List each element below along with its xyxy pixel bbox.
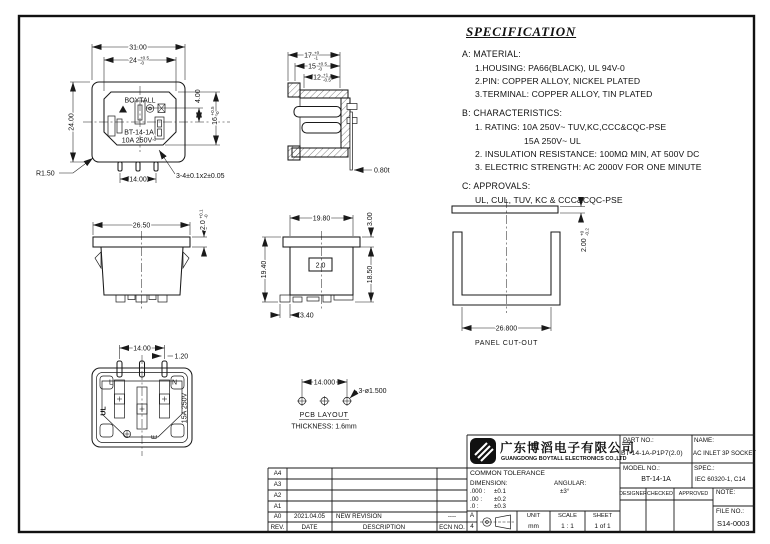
tolerance-row1-value: ±0.1 bbox=[494, 488, 506, 495]
company-name-en: GUANGDONG BOYTALL ELECTRONICS CO.,LTD bbox=[501, 456, 627, 462]
model-no-label: MODEL NO.: bbox=[623, 465, 660, 472]
svg-text:+0.1: +0.1 bbox=[198, 209, 204, 219]
dim-top-flange-width: 26.50 bbox=[132, 222, 151, 230]
model-no-value: BT-14-1A bbox=[641, 476, 671, 483]
svg-text:-0: -0 bbox=[140, 60, 145, 66]
company-logo bbox=[469, 437, 497, 465]
dim-top-flange-thickness: 2.0 bbox=[199, 220, 207, 230]
rev-row-description: NEW REVISION bbox=[336, 513, 382, 520]
svg-text:-0.5: -0.5 bbox=[323, 77, 331, 83]
dim-rear-pin-pitch: 14.00 bbox=[133, 345, 151, 353]
dim-front-face-height: 16 bbox=[211, 117, 219, 125]
tolerance-row2-value: ±0.2 bbox=[494, 495, 506, 503]
dim-front-corner-radius: R1.50 bbox=[36, 170, 55, 178]
spec-rating-1: 1. RATING: 10A 250V~ TUV,KC,CCC&CQC-PSE bbox=[475, 122, 667, 133]
svg-text:+1: +1 bbox=[323, 72, 329, 78]
tolerance-angular-value: ±3° bbox=[560, 488, 570, 495]
rev-header-date: DATE bbox=[301, 524, 318, 531]
sheet-value: 1 of 1 bbox=[594, 523, 611, 530]
file-no-value: S14-0003 bbox=[717, 519, 750, 528]
pcb-thickness: THICKNESS: 1.6mm bbox=[291, 423, 357, 431]
dim-section-depth: 17 bbox=[304, 52, 312, 60]
svg-text:-0: -0 bbox=[203, 214, 209, 219]
svg-text:-0: -0 bbox=[318, 66, 323, 72]
spec-material-2: 2.PIN: COPPER ALLOY, NICKEL PLATED bbox=[475, 76, 641, 87]
rev-header-rev: REV. bbox=[270, 524, 285, 531]
side-view bbox=[261, 212, 374, 319]
rev-header-ecn: ECN NO. bbox=[439, 524, 465, 531]
spec-value: IEC 60320-1, C14 bbox=[695, 476, 746, 483]
part-no-label: PART NO.: bbox=[623, 437, 654, 444]
dim-front-overall-width: 31.00 bbox=[129, 44, 147, 52]
spec-approvals-list: UL, CUL, TUV, KC & CCC&CQC-PSE bbox=[475, 194, 623, 205]
side-boxed-label: 2.0 bbox=[315, 262, 326, 270]
unit-value: mm bbox=[528, 523, 539, 530]
rear-view bbox=[92, 345, 192, 456]
spec-characteristics-heading: B: CHARACTERISTICS: bbox=[462, 108, 563, 119]
tolerance-row3-value: ±0.3 bbox=[494, 503, 506, 510]
dim-section-12: 12 bbox=[313, 74, 321, 82]
svg-text:+0: +0 bbox=[314, 50, 320, 56]
spec-material-1: 1.HOUSING: PA66(BLACK), UL 94V-0 bbox=[475, 63, 625, 73]
cert-triangle-icon bbox=[119, 106, 127, 113]
projection-symbol-icon bbox=[480, 515, 514, 529]
dim-side-height-total: 19.40 bbox=[260, 260, 268, 279]
rating-label: 10A 250V~ bbox=[121, 137, 157, 145]
rev-row-rev: A3 bbox=[273, 480, 282, 488]
front-view bbox=[36, 44, 230, 183]
svg-text:-1: -1 bbox=[314, 55, 319, 61]
dim-cutout-width: 26.800 bbox=[495, 325, 518, 333]
part-no-value: BT-14-1A-P1P7(2.0) bbox=[621, 450, 683, 457]
spec-insulation: 2. INSULATION RESISTANCE: 100MΩ MIN, AT 500V DC bbox=[475, 148, 700, 159]
name-label: NAME: bbox=[694, 437, 714, 444]
svg-text:-0.2: -0.2 bbox=[584, 228, 590, 236]
neutral-pin-label: N bbox=[171, 379, 178, 387]
scale-label: SCALE bbox=[557, 512, 578, 519]
rev-row-rev: A4 bbox=[273, 469, 282, 477]
cert-circle-icon bbox=[146, 105, 154, 113]
sheet-size-4: 4 bbox=[470, 523, 474, 530]
spec-rating-2: 15A 250V~ UL bbox=[524, 135, 581, 146]
svg-text:+0.5: +0.5 bbox=[210, 106, 215, 116]
dim-side-height-body: 18.50 bbox=[366, 265, 374, 284]
rev-row-date: 2021.04.05 bbox=[294, 513, 325, 520]
svg-text:+0: +0 bbox=[579, 230, 585, 236]
designer-label: DESIGNER bbox=[619, 491, 647, 497]
earth-pin-label: E bbox=[151, 434, 159, 440]
section-view bbox=[288, 50, 390, 174]
specification-section bbox=[462, 24, 754, 205]
name-value: AC INLET 3P SOCKET bbox=[693, 450, 757, 457]
rev-row-rev: A2 bbox=[273, 491, 282, 499]
dim-front-slot-offset: 4.00 bbox=[194, 89, 202, 103]
svg-text:+0.5: +0.5 bbox=[140, 55, 150, 61]
spec-approvals-heading: C: APPROVALS: bbox=[462, 180, 531, 191]
tolerance-row2-code: .00 : bbox=[470, 495, 483, 503]
tolerance-row1-code: .000 : bbox=[470, 488, 486, 495]
dim-section-15: 15 bbox=[308, 63, 316, 71]
sheet-size-a: A bbox=[469, 512, 475, 519]
spec-electric-strength: 3. ELECTRIC STRENGTH: AC 2000V FOR ONE MINUTE bbox=[475, 161, 702, 172]
model-label: BT-14-1A bbox=[124, 129, 154, 137]
dim-side-foot: 3.40 bbox=[300, 312, 314, 320]
brand-label: BOYTALL bbox=[124, 97, 156, 105]
pcb-caption: PCB LAYOUT bbox=[299, 412, 349, 419]
scale-value: 1 : 1 bbox=[561, 523, 574, 530]
svg-text:-0: -0 bbox=[215, 111, 221, 116]
rear-rating-label: 15A 250V bbox=[181, 392, 189, 424]
rev-row-rev: A0 bbox=[273, 513, 282, 520]
spec-label: SPEC.: bbox=[694, 465, 715, 472]
unit-label: UNIT bbox=[526, 512, 541, 519]
tolerance-dimension-label: DIMENSION: bbox=[470, 479, 508, 487]
dim-rear-pin-width: 1.20 bbox=[174, 353, 189, 361]
dim-front-overall-height: 24.00 bbox=[68, 113, 76, 131]
spec-material-heading: A: MATERIAL: bbox=[462, 49, 521, 59]
ul-mark: UL bbox=[100, 406, 108, 416]
panel-cutout-caption: PANEL CUT-OUT bbox=[474, 340, 539, 347]
sheet-label: SHEET bbox=[592, 512, 613, 519]
svg-text:+0.5: +0.5 bbox=[318, 61, 328, 67]
dim-side-flange-height: 3.00 bbox=[366, 212, 374, 226]
pcb-layout-view bbox=[291, 379, 386, 431]
dim-terminal-thickness: 0.80t bbox=[374, 167, 390, 175]
dim-side-body-width: 19.80 bbox=[312, 215, 331, 223]
dim-front-terminals: 3-4±0.1x2±0.05 bbox=[176, 173, 225, 180]
company-name-cn: 广东博滔电子有限公司 bbox=[500, 441, 636, 455]
dim-pcb-holes: 3-ø1.500 bbox=[358, 388, 387, 395]
dim-pcb-pitch: 14.000 bbox=[313, 379, 336, 387]
top-view bbox=[93, 209, 208, 310]
checked-label: CHECKED bbox=[647, 491, 673, 497]
tolerance-title: COMMON TOLERANCE bbox=[470, 469, 545, 477]
rev-row-ecn: ---- bbox=[447, 513, 457, 520]
tolerance-angular-label: ANGULAR: bbox=[554, 479, 587, 487]
tolerance-row3-code: .0 : bbox=[470, 503, 479, 510]
rev-header-description: DESCRIPTION bbox=[362, 524, 406, 531]
note-label: NOTE: bbox=[716, 489, 736, 496]
file-no-label: FILE NO.: bbox=[716, 508, 744, 515]
live-pin-label: L bbox=[109, 379, 113, 387]
dim-panel-thickness: 2.00 bbox=[580, 238, 588, 252]
spec-material-3: 3.TERMINAL: COPPER ALLOY, TIN PLATED bbox=[475, 89, 653, 100]
rev-row-rev: A1 bbox=[273, 502, 282, 510]
panel-cutout-view bbox=[452, 197, 589, 347]
approved-label: APPROVED bbox=[678, 491, 709, 497]
dim-front-face-width: 24 bbox=[129, 57, 137, 65]
dim-front-pin-pitch: 14.00 bbox=[129, 176, 147, 184]
spec-title: SPECIFICATION bbox=[466, 24, 577, 39]
